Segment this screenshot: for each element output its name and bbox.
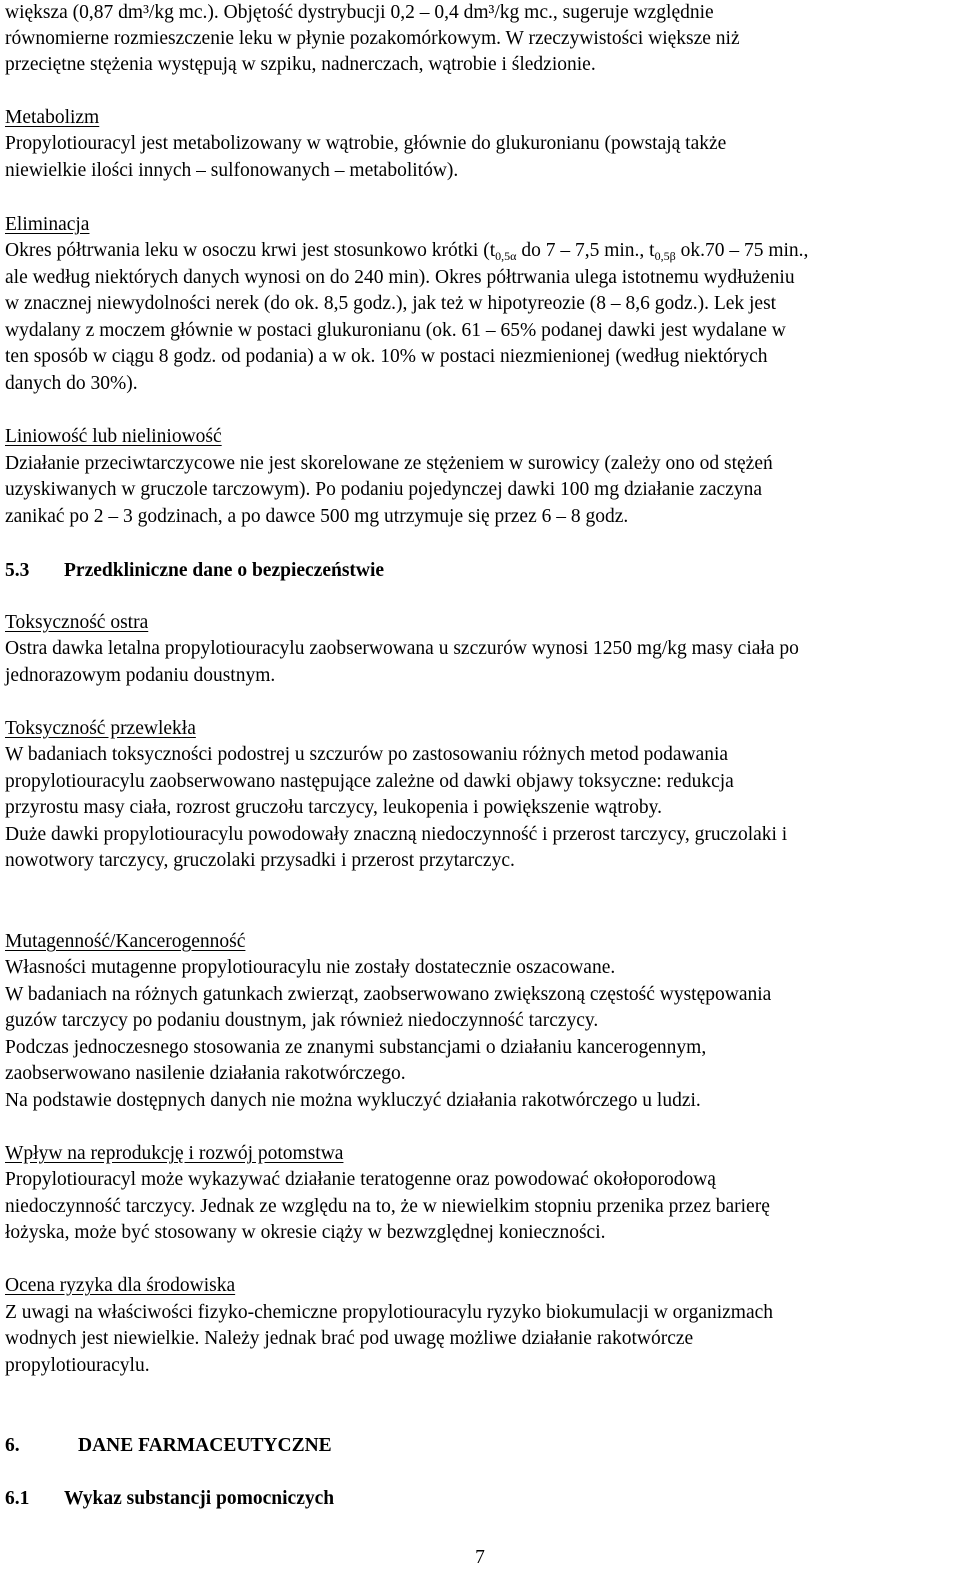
metabolizm-line-1: Propylotiouracyl jest metabolizowany w wątrobie, głównie do glukuronianu (powstają także [5,133,727,154]
liniowosc-heading: Liniowość lub nieliniowość [5,426,222,447]
mutagennosc-line-4: Podczas jednoczesnego stosowania ze znanymi substancjami o działaniu kancerogennym, [5,1037,707,1058]
eliminacja-text-c: ok.70 – 75 min., [675,240,809,261]
eliminacja-line-2: ale według niektórych danych wynosi on do 240 min). Okres półtrwania ulega istotnemu wydłużeniu [5,267,795,288]
liniowosc-line-2: uzyskiwanych w gruczole tarczowym). Po podaniu pojedynczej dawki 100 mg działanie zaczyna [5,479,762,500]
mutagennosc-line-1: Własności mutagenne propylotiouracylu nie zostały dostatecznie oszacowane. [5,957,616,978]
eliminacja-line-1 [5,238,808,264]
section-6-1-heading [5,1486,334,1512]
srodowisko-line-2: wodnych jest niewielkie. Należy jednak brać pod uwagę możliwe działanie rakotwórcze [5,1328,694,1349]
eliminacja-line-6: danych do 30%). [5,373,138,394]
toks-przewlekla-line-3: przyrostu masy ciała, rozrost gruczołu tarczycy, leukopenia i powiększenie wątroby. [5,797,662,818]
metabolizm-heading: Metabolizm [5,107,100,128]
eliminacja-line-4: wydalany z moczem głównie w postaci glukuronianu (ok. 61 – 65% podanej dawki jest wydalane w [5,320,786,341]
toks-przewlekla-line-1: W badaniach toksyczności podostrej u szczurów po zastosowaniu różnych metod podawania [5,744,729,765]
intro-line-2: równomierne rozmieszczenie leku w płynie pozakomórkowym. W rzeczywistości większe niż [5,28,740,49]
reprodukcja-line-1: Propylotiouracyl może wykazywać działanie teratogenne oraz powodować okołoporodową [5,1169,716,1190]
mutagennosc-line-5: zaobserwowano nasilenie działania rakotwórczego. [5,1063,406,1084]
reprodukcja-line-3: łożyska, może być stosowany w okresie ciąży w bezwzględnej konieczności. [5,1222,606,1243]
toks-przewlekla-line-5: nowotwory tarczycy, gruczolaki przysadki i przerost przytarczyc. [5,850,515,871]
toks-ostra-line-1: Ostra dawka letalna propylotiouracylu zaobserwowana u szczurów wynosi 1250 mg/kg masy ciała po [5,638,799,659]
mutagennosc-line-3: guzów tarczycy po podaniu doustnym, jak również niedoczynność tarczycy. [5,1010,599,1031]
t-half-alpha-subscript: 0,5α [495,249,517,263]
srodowisko-heading: Ocena ryzyka dla środowiska [5,1275,236,1296]
reprodukcja-heading: Wpływ na reprodukcję i rozwój potomstwa [5,1143,344,1164]
section-5-3-heading [5,558,384,584]
liniowosc-line-3: zanikać po 2 – 3 godzinach, a po dawce 500 mg utrzymuje się przez 6 – 8 godz. [5,506,629,527]
t-half-beta-subscript: 0,5β [654,249,676,263]
eliminacja-heading: Eliminacja [5,214,90,235]
metabolizm-line-2: niewielkie ilości innych – sulfonowanych – metabolitów). [5,160,459,181]
section-6-heading [5,1433,332,1459]
section-6-1-title: Wykaz substancji pomocniczych [64,1488,335,1509]
section-5-3-number: 5.3 [5,560,30,581]
section-6-1-number: 6.1 [5,1488,30,1509]
toks-przewlekla-line-4: Duże dawki propylotiouracylu powodowały znaczną niedoczynność i przerost tarczycy, gruczolaki i [5,824,788,845]
srodowisko-line-1: Z uwagi na właściwości fizyko-chemiczne propylotiouracylu ryzyko biokumulacji w organizmach [5,1302,774,1323]
intro-line-1: większa (0,87 dm³/kg mc.). Objętość dystrybucji 0,2 – 0,4 dm³/kg mc., sugeruje względnie [5,2,714,23]
toks-ostra-line-2: jednorazowym podaniu doustnym. [5,665,276,686]
toks-przewlekla-line-2: propylotiouracylu zaobserwowano następujące zależne od dawki objawy toksyczne: redukcja [5,771,734,792]
eliminacja-line-3: w znacznej niewydolności nerek (do ok. 8,5 godz.), jak też w hipotyreozie (8 – 8,6 godz.). Lek jest [5,293,777,314]
section-6-title: DANE FARMACEUTYCZNE [78,1435,332,1456]
mutagennosc-line-6: Na podstawie dostępnych danych nie można wykluczyć działania rakotwórczego u ludzi. [5,1090,701,1111]
mutagennosc-line-2: W badaniach na różnych gatunkach zwierząt, zaobserwowano zwiększoną częstość występowania [5,984,772,1005]
page-number: 7 [475,1547,485,1568]
section-6-number: 6. [5,1435,20,1456]
liniowosc-line-1: Działanie przeciwtarczycowe nie jest skorelowane ze stężeniem w surowicy (zależy ono od stężeń [5,453,773,474]
eliminacja-line-5: ten sposób w ciągu 8 godz. od podania) a w ok. 10% w postaci niezmienionej (według niektórych [5,346,768,367]
section-5-3-title: Przedkliniczne dane o bezpieczeństwie [64,560,385,581]
srodowisko-line-3: propylotiouracylu. [5,1355,150,1376]
eliminacja-text-b: do 7 – 7,5 min., t [516,240,655,261]
reprodukcja-line-2: niedoczynność tarczycy. Jednak ze względu na to, że w niewielkim stopniu przenika przez barierę [5,1196,770,1217]
toks-ostra-heading: Toksyczność ostra [5,612,149,633]
eliminacja-text-a: Okres półtrwania leku w osoczu krwi jest stosunkowo krótki (t [5,240,496,261]
intro-line-3: przeciętne stężenia występują w szpiku, nadnerczach, wątrobie i śledzionie. [5,54,596,75]
toks-przewlekla-heading: Toksyczność przewlekła [5,718,196,739]
mutagennosc-heading: Mutagenność/Kancerogenność [5,931,246,952]
